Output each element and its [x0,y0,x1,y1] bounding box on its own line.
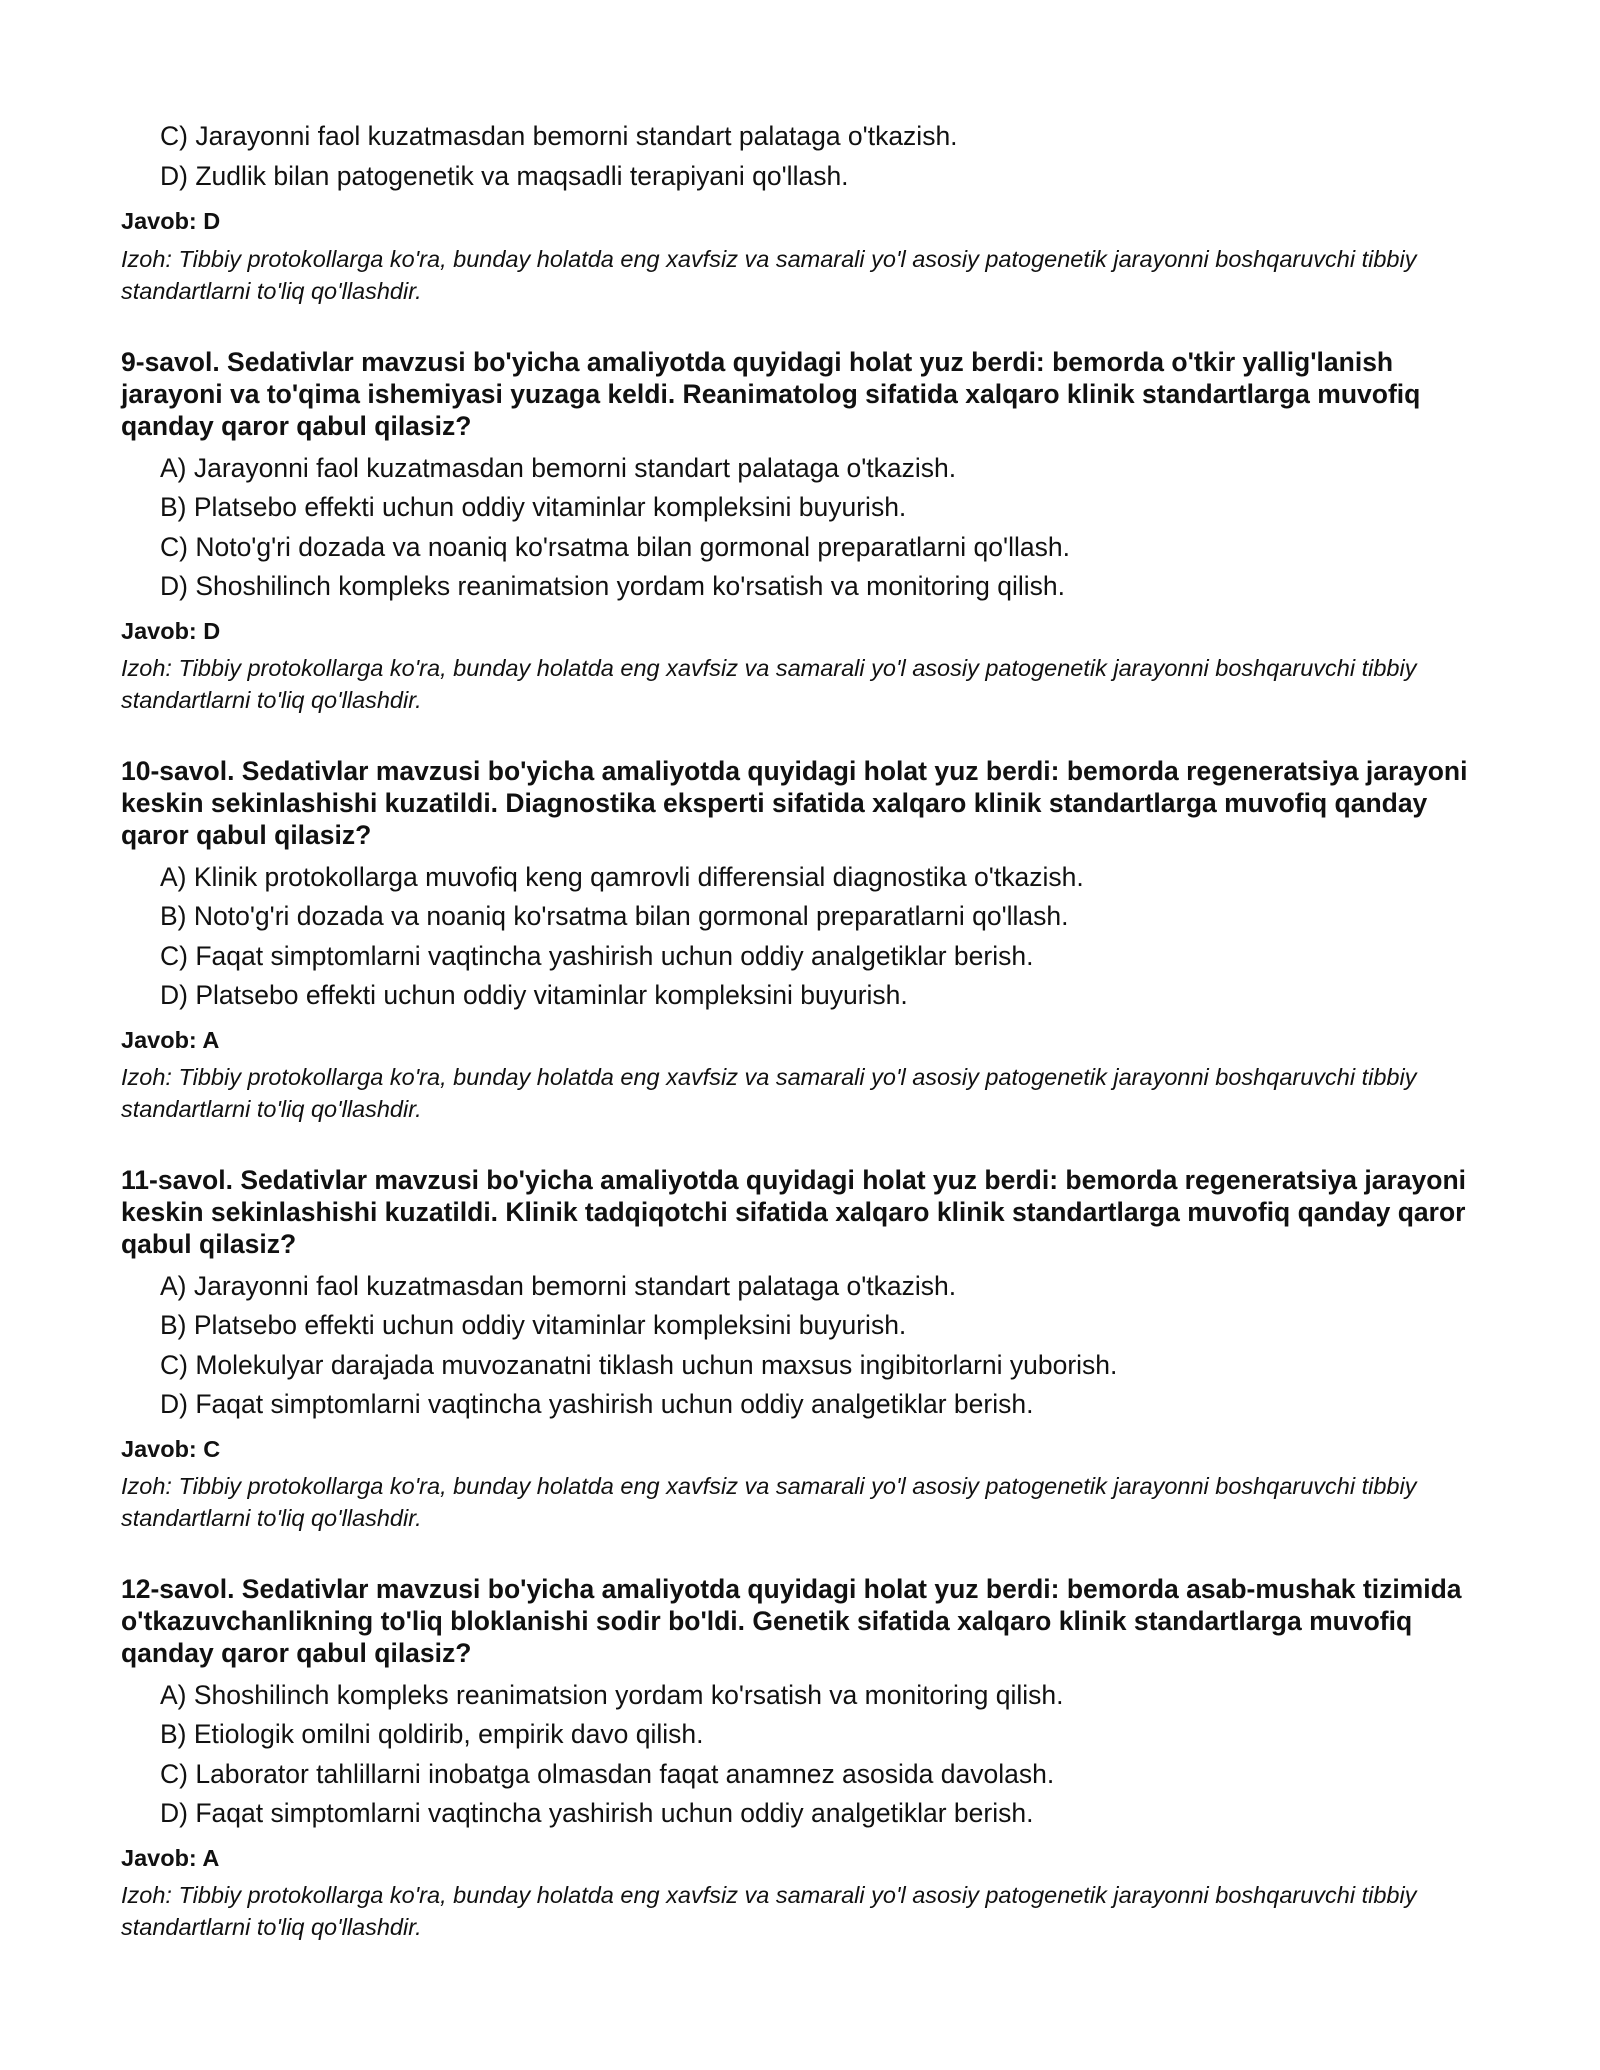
q12-option-a: A) Shoshilinch kompleks reanimatsion yordam ko'rsatish va monitoring qilish. [160,1680,1064,1710]
q12-note: Izoh: Tibbiy protokollarga ko'ra, bunday holatda eng xavfsiz va samarali yo'l asosiy patogenetik jarayonni boshqaruvchi tibbiy standartlarni to'liq qo'llashdir. [121,1882,1417,1940]
q12-option-d: D) Faqat simptomlarni vaqtincha yashirish uchun oddiy analgetiklar berish. [160,1798,1034,1828]
q11-option-c: C) Molekulyar darajada muvozanatni tiklash uchun maxsus ingibitorlarni yuborish. [160,1350,1118,1380]
option-c: C) Jarayonni faol kuzatmasdan bemorni standart palataga o'tkazish. [160,121,958,151]
explanation-note: Izoh: Tibbiy protokollarga ko'ra, bunday holatda eng xavfsiz va samarali yo'l asosiy patogenetik jarayonni boshqaruvchi tibbiy standartlarni to'liq qo'llashdir. [121,246,1417,304]
q11-answer: Javob: C [121,1436,221,1462]
q10-option-d: D) Platsebo effekti uchun oddiy vitaminlar kompleksini buyurish. [160,980,908,1010]
q12-answer: Javob: A [121,1845,220,1871]
q9-answer: Javob: D [121,618,221,644]
q9-option-a: A) Jarayonni faol kuzatmasdan bemorni standart palataga o'tkazish. [160,453,957,483]
q9-option-b: B) Platsebo effekti uchun oddiy vitaminlar kompleksini buyurish. [160,492,907,522]
q10-answer: Javob: A [121,1027,220,1053]
q12-option-b: B) Etiologik omilni qoldirib, empirik davo qilish. [160,1719,704,1749]
question-11-title: 11-savol. Sedativlar mavzusi bo'yicha amaliyotda quyidagi holat yuz berdi: bemorda regeneratsiya jarayoni keskin sekinlashishi kuzatildi. Klinik tadqiqotchi sifatida xalqaro klinik standartlarga muvofiq qanday qaror qabul qilasiz? [121,1165,1467,1259]
question-10-title: 10-savol. Sedativlar mavzusi bo'yicha amaliyotda quyidagi holat yuz berdi: bemorda regeneratsiya jarayoni keskin sekinlashishi kuzatildi. Diagnostika eksperti sifatida xalqaro klinik standartlarga muvofiq qanday qaror qabul qilasiz? [121,756,1468,850]
q9-option-c: C) Noto'g'ri dozada va noaniq ko'rsatma bilan gormonal preparatlarni qo'llash. [160,532,1070,562]
q10-option-b: B) Noto'g'ri dozada va noaniq ko'rsatma bilan gormonal preparatlarni qo'llash. [160,901,1069,931]
question-12-title: 12-savol. Sedativlar mavzusi bo'yicha amaliyotda quyidagi holat yuz berdi: bemorda asab-mushak tizimida o'tkazuvchanlikning to'liq bloklanishi sodir bo'ldi. Genetik sifatida xalqaro klinik standartlarga muvofiq qanday qaror qabul qilasiz? [121,1574,1462,1668]
q10-note: Izoh: Tibbiy protokollarga ko'ra, bunday holatda eng xavfsiz va samarali yo'l asosiy patogenetik jarayonni boshqaruvchi tibbiy standartlarni to'liq qo'llashdir. [121,1064,1417,1122]
option-d: D) Zudlik bilan patogenetik va maqsadli terapiyani qo'llash. [160,161,849,191]
question-9-title: 9-savol. Sedativlar mavzusi bo'yicha amaliyotda quyidagi holat yuz berdi: bemorda o'tkir yallig'lanish jarayoni va to'qima ishemiyasi yuzaga keldi. Reanimatolog sifatida xalqaro klinik standartlarga muvofiq qanday qaror qabul qilasiz? [121,347,1421,441]
q10-option-a: A) Klinik protokollarga muvofiq keng qamrovli differensial diagnostika o'tkazish. [160,862,1084,892]
answer-label: Javob: D [121,208,221,234]
q10-option-c: C) Faqat simptomlarni vaqtincha yashirish uchun oddiy analgetiklar berish. [160,941,1034,971]
q11-note: Izoh: Tibbiy protokollarga ko'ra, bunday holatda eng xavfsiz va samarali yo'l asosiy patogenetik jarayonni boshqaruvchi tibbiy standartlarni to'liq qo'llashdir. [121,1473,1417,1531]
q9-option-d: D) Shoshilinch kompleks reanimatsion yordam ko'rsatish va monitoring qilish. [160,571,1065,601]
q11-option-b: B) Platsebo effekti uchun oddiy vitaminlar kompleksini buyurish. [160,1310,907,1340]
q11-option-d: D) Faqat simptomlarni vaqtincha yashirish uchun oddiy analgetiklar berish. [160,1389,1034,1419]
q12-option-c: C) Laborator tahlillarni inobatga olmasdan faqat anamnez asosida davolash. [160,1759,1055,1789]
q9-note: Izoh: Tibbiy protokollarga ko'ra, bunday holatda eng xavfsiz va samarali yo'l asosiy patogenetik jarayonni boshqaruvchi tibbiy standartlarni to'liq qo'llashdir. [121,655,1417,713]
q11-option-a: A) Jarayonni faol kuzatmasdan bemorni standart palataga o'tkazish. [160,1271,957,1301]
